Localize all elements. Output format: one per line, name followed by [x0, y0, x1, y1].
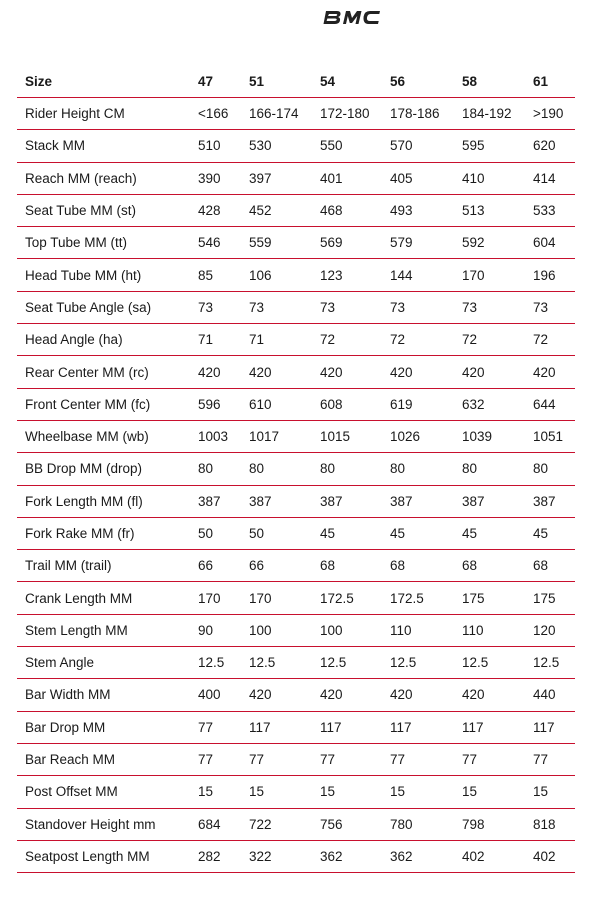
table-cell: 420 [190, 356, 241, 388]
table-cell: 166-174 [241, 98, 312, 130]
table-cell: 604 [525, 227, 575, 259]
table-cell: 196 [525, 259, 575, 291]
table-cell: 592 [454, 227, 525, 259]
table-row [17, 162, 575, 194]
table-cell: 596 [190, 388, 241, 420]
table-cell: 80 [241, 453, 312, 485]
table-cell: 420 [525, 356, 575, 388]
table-row [17, 776, 575, 808]
table-cell: 15 [454, 776, 525, 808]
table-cell: 420 [382, 679, 454, 711]
table-cell: 72 [454, 324, 525, 356]
table-cell: 12.5 [241, 647, 312, 679]
table-cell: 632 [454, 388, 525, 420]
table-cell: 570 [382, 130, 454, 162]
table-row [17, 259, 575, 291]
table-cell: 410 [454, 162, 525, 194]
table-cell: 120 [525, 614, 575, 646]
table-cell: 1039 [454, 420, 525, 452]
table-row [17, 582, 575, 614]
row-label: Seatpost Length MM [17, 840, 190, 872]
table-cell: 420 [241, 679, 312, 711]
table-cell: 72 [382, 324, 454, 356]
table-cell: 428 [190, 194, 241, 226]
table-cell: 619 [382, 388, 454, 420]
table-cell: 12.5 [190, 647, 241, 679]
table-cell: 420 [382, 356, 454, 388]
table-row [17, 679, 575, 711]
table-cell: 100 [241, 614, 312, 646]
table-cell: 387 [525, 485, 575, 517]
table-row [17, 711, 575, 743]
table-cell: 452 [241, 194, 312, 226]
table-cell: 77 [190, 711, 241, 743]
table-cell: 440 [525, 679, 575, 711]
table-cell: 50 [241, 517, 312, 549]
row-label: Fork Length MM (fl) [17, 485, 190, 517]
table-cell: 1003 [190, 420, 241, 452]
table-cell: 80 [190, 453, 241, 485]
table-cell: 559 [241, 227, 312, 259]
column-header-size: Size [17, 66, 190, 98]
table-cell: 401 [312, 162, 382, 194]
table-cell: 170 [190, 582, 241, 614]
table-cell: 80 [382, 453, 454, 485]
table-cell: 420 [454, 356, 525, 388]
table-cell: 50 [190, 517, 241, 549]
table-cell: 172.5 [312, 582, 382, 614]
table-cell: 756 [312, 808, 382, 840]
table-cell: <166 [190, 98, 241, 130]
table-cell: 579 [382, 227, 454, 259]
table-cell: 818 [525, 808, 575, 840]
table-cell: 510 [190, 130, 241, 162]
table-cell: 322 [241, 840, 312, 872]
table-row [17, 614, 575, 646]
table-cell: 493 [382, 194, 454, 226]
row-label: BB Drop MM (drop) [17, 453, 190, 485]
table-row [17, 227, 575, 259]
table-cell: 533 [525, 194, 575, 226]
row-label: Wheelbase MM (wb) [17, 420, 190, 452]
table-row [17, 194, 575, 226]
column-header-size-51: 51 [241, 66, 312, 98]
table-cell: 513 [454, 194, 525, 226]
table-cell: 77 [525, 743, 575, 775]
table-body [17, 98, 575, 873]
table-cell: 68 [312, 550, 382, 582]
table-cell: 73 [525, 291, 575, 323]
table-cell: 71 [190, 324, 241, 356]
table-cell: 468 [312, 194, 382, 226]
table-cell: 610 [241, 388, 312, 420]
row-label: Post Offset MM [17, 776, 190, 808]
table-cell: 780 [382, 808, 454, 840]
table-cell: 390 [190, 162, 241, 194]
table-cell: 1015 [312, 420, 382, 452]
row-label: Seat Tube MM (st) [17, 194, 190, 226]
row-label: Bar Reach MM [17, 743, 190, 775]
table-cell: 402 [525, 840, 575, 872]
table-cell: 420 [312, 679, 382, 711]
table-row [17, 840, 575, 872]
table-cell: 110 [382, 614, 454, 646]
table-cell: 117 [382, 711, 454, 743]
bmc-logo [322, 6, 384, 30]
table-cell: 798 [454, 808, 525, 840]
table-cell: 546 [190, 227, 241, 259]
table-cell: 387 [241, 485, 312, 517]
table-cell: 12.5 [454, 647, 525, 679]
table-cell: 12.5 [525, 647, 575, 679]
table-cell: 400 [190, 679, 241, 711]
table-cell: 282 [190, 840, 241, 872]
table-cell: 15 [312, 776, 382, 808]
table-cell: 172.5 [382, 582, 454, 614]
table-cell: 66 [190, 550, 241, 582]
table-cell: 175 [525, 582, 575, 614]
table-cell: 175 [454, 582, 525, 614]
row-label: Stack MM [17, 130, 190, 162]
row-label: Trail MM (trail) [17, 550, 190, 582]
table-row [17, 647, 575, 679]
table-cell: 77 [241, 743, 312, 775]
table-cell: 117 [454, 711, 525, 743]
table-row [17, 485, 575, 517]
table-cell: 170 [241, 582, 312, 614]
table-cell: 15 [241, 776, 312, 808]
table-row [17, 98, 575, 130]
table-cell: 85 [190, 259, 241, 291]
row-label: Top Tube MM (tt) [17, 227, 190, 259]
table-cell: 387 [454, 485, 525, 517]
table-cell: 90 [190, 614, 241, 646]
table-cell: 397 [241, 162, 312, 194]
table-cell: 68 [382, 550, 454, 582]
table-cell: 45 [525, 517, 575, 549]
table-cell: 110 [454, 614, 525, 646]
table-cell: 620 [525, 130, 575, 162]
table-cell: >190 [525, 98, 575, 130]
column-header-size-47: 47 [190, 66, 241, 98]
table-cell: 73 [382, 291, 454, 323]
table-cell: 66 [241, 550, 312, 582]
table-cell: 172-180 [312, 98, 382, 130]
table-cell: 405 [382, 162, 454, 194]
table-cell: 77 [190, 743, 241, 775]
row-label: Bar Width MM [17, 679, 190, 711]
table-cell: 550 [312, 130, 382, 162]
table-cell: 72 [312, 324, 382, 356]
table-cell: 68 [525, 550, 575, 582]
table-cell: 644 [525, 388, 575, 420]
table-cell: 68 [454, 550, 525, 582]
table-cell: 73 [454, 291, 525, 323]
table-cell: 73 [312, 291, 382, 323]
row-label: Fork Rake MM (fr) [17, 517, 190, 549]
table-cell: 569 [312, 227, 382, 259]
table-cell: 420 [312, 356, 382, 388]
table-cell: 45 [312, 517, 382, 549]
table-cell: 420 [241, 356, 312, 388]
table-cell: 73 [241, 291, 312, 323]
table-cell: 144 [382, 259, 454, 291]
table-cell: 77 [312, 743, 382, 775]
table-cell: 80 [525, 453, 575, 485]
table-header-row [17, 66, 575, 98]
table-cell: 1017 [241, 420, 312, 452]
table-cell: 608 [312, 388, 382, 420]
table-row [17, 388, 575, 420]
table-row [17, 550, 575, 582]
table-cell: 387 [190, 485, 241, 517]
table-cell: 1026 [382, 420, 454, 452]
geometry-table [17, 66, 575, 873]
table-cell: 184-192 [454, 98, 525, 130]
table-cell: 684 [190, 808, 241, 840]
row-label: Stem Length MM [17, 614, 190, 646]
row-label: Stem Angle [17, 647, 190, 679]
table-row [17, 356, 575, 388]
table-cell: 80 [454, 453, 525, 485]
column-header-size-54: 54 [312, 66, 382, 98]
table-row [17, 420, 575, 452]
row-label: Head Angle (ha) [17, 324, 190, 356]
table-cell: 12.5 [382, 647, 454, 679]
table-row [17, 453, 575, 485]
table-cell: 362 [382, 840, 454, 872]
row-label: Rider Height CM [17, 98, 190, 130]
table-row [17, 130, 575, 162]
column-header-size-61: 61 [525, 66, 575, 98]
table-cell: 178-186 [382, 98, 454, 130]
table-cell: 100 [312, 614, 382, 646]
row-label: Standover Height mm [17, 808, 190, 840]
column-header-size-56: 56 [382, 66, 454, 98]
table-row [17, 743, 575, 775]
table-cell: 1051 [525, 420, 575, 452]
table-row [17, 291, 575, 323]
table-cell: 420 [454, 679, 525, 711]
row-label: Front Center MM (fc) [17, 388, 190, 420]
table-cell: 387 [312, 485, 382, 517]
table-cell: 15 [190, 776, 241, 808]
table-cell: 530 [241, 130, 312, 162]
table-cell: 73 [190, 291, 241, 323]
table-cell: 402 [454, 840, 525, 872]
table-cell: 117 [312, 711, 382, 743]
table-cell: 45 [454, 517, 525, 549]
table-cell: 170 [454, 259, 525, 291]
table-cell: 387 [382, 485, 454, 517]
table-cell: 117 [241, 711, 312, 743]
table-cell: 12.5 [312, 647, 382, 679]
table-cell: 80 [312, 453, 382, 485]
row-label: Crank Length MM [17, 582, 190, 614]
table-cell: 71 [241, 324, 312, 356]
row-label: Bar Drop MM [17, 711, 190, 743]
table-row [17, 808, 575, 840]
table-cell: 595 [454, 130, 525, 162]
table-cell: 414 [525, 162, 575, 194]
row-label: Seat Tube Angle (sa) [17, 291, 190, 323]
row-label: Head Tube MM (ht) [17, 259, 190, 291]
table-cell: 15 [525, 776, 575, 808]
table-cell: 117 [525, 711, 575, 743]
row-label: Rear Center MM (rc) [17, 356, 190, 388]
table-cell: 45 [382, 517, 454, 549]
table-cell: 123 [312, 259, 382, 291]
table-cell: 722 [241, 808, 312, 840]
row-label: Reach MM (reach) [17, 162, 190, 194]
column-header-size-58: 58 [454, 66, 525, 98]
table-cell: 362 [312, 840, 382, 872]
table-cell: 72 [525, 324, 575, 356]
table-cell: 77 [382, 743, 454, 775]
table-row [17, 324, 575, 356]
table-cell: 106 [241, 259, 312, 291]
table-row [17, 517, 575, 549]
table-cell: 15 [382, 776, 454, 808]
table-cell: 77 [454, 743, 525, 775]
